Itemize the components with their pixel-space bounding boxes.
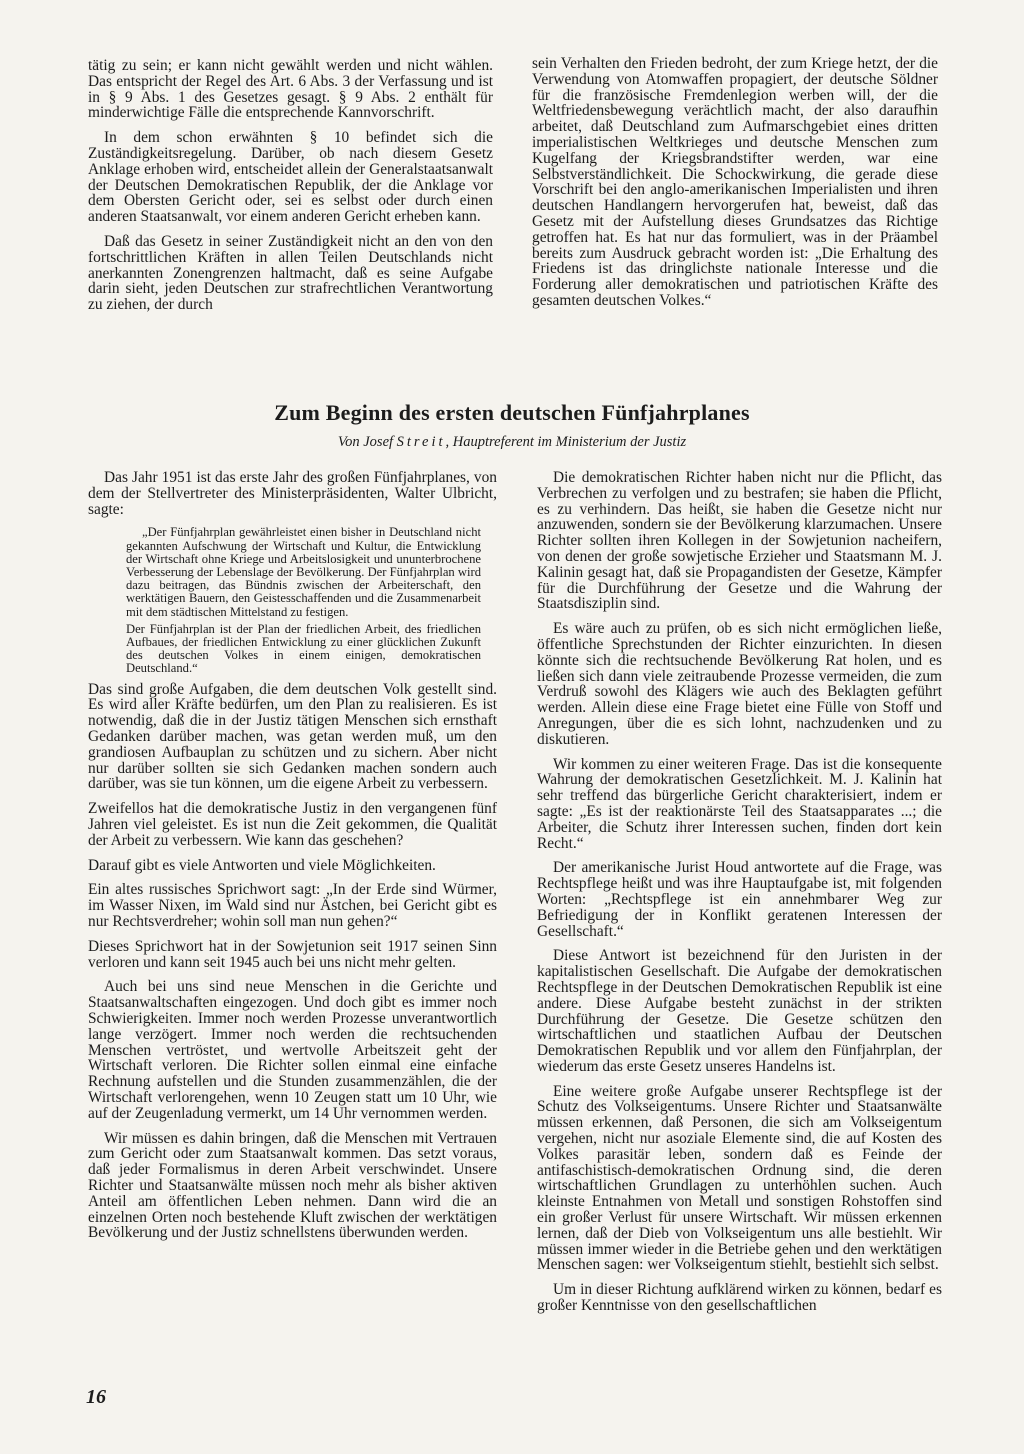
- byline-suffix: , Hauptreferent im Ministerium der Justiz: [445, 434, 687, 450]
- paragraph: Eine weitere große Aufgabe unserer Rechtspflege ist der Schutz des Volkseigentums. Unsere Richter und Staatsanwälte müssen erkennen, daß Personen, die sich am Volkseigentum vergehen, nicht nur asoziale Elemente sind, die auf Kosten des Volkes parasitär leben, sondern daß es Feinde der antifaschistisch-demokratischen Ordnung sind, die deren wirtschaftlichen Grundlagen zu unterhöhlen suchen. Auch kleinste Entnahmen von Metall und sonstigen Rohstoffen sind ein großer Verlust für unsere Wirtschaft. Wir müssen erkennen lernen, daß der Dieb von Volkseigentum uns alle bestiehlt. Wir müssen immer wieder in die Betriebe gehen und den werktätigen Menschen sagen: wer Volkseigentum stiehlt, bestiehlt sich selbst.: [537, 1082, 942, 1274]
- paragraph: Dieses Sprichwort hat in der Sowjetunion seit 1917 seinen Sinn verloren und kann seit 1945 auch bei uns nicht mehr gelten.: [88, 937, 497, 971]
- top-right-column: [532, 56, 938, 318]
- article-left-column: [88, 470, 497, 1250]
- paragraph: Auch bei uns sind neue Menschen in die Gerichte und Staatsanwaltschaften eingezogen. Und doch gibt es immer noch Schwierigkeiten. Immer noch werden Prozesse unverantwortlich lange verzögert. Immer noch werden die rechtsuchenden Menschen vertröstet, und wertvolle Arbeitszeit geht der Wirtschaft verloren. Die Richter sollen einmal eine einfache Rechnung aufstellen und die Stunden zusammenzählen, die der Wirtschaft verlorengehen, wenn 10 Zeugen statt um 10 Uhr, wie auf der Zeugenladung vermerkt, um 14 Uhr vernommen werden.: [88, 978, 497, 1122]
- article-title: Zum Beginn des ersten deutschen Fünfjahrplanes: [274, 400, 750, 425]
- block-quote: [88, 526, 497, 675]
- paragraph: Ein altes russisches Sprichwort sagt: „In der Erde sind Würmer, im Wasser Nixen, im Wald sind nur Ästchen, bei Gericht gibt es nur Rechtsverdreher; wohin soll man nun gehen?“: [88, 881, 497, 930]
- byline-prefix: Von Josef: [337, 434, 397, 450]
- top-left-column: [88, 58, 493, 322]
- paragraph: sein Verhalten den Frieden bedroht, der zum Kriege hetzt, der die Verwendung von Atomwaffen propagiert, der deutsche Söldner für die französische Fremdenlegion werben will, der die Weltfriedensbewegung verächtlich macht, der also daraufhin arbeitet, daß Deutschland zum Aufmarschgebiet eines dritten imperialistischen Weltkrieges und deutsche Menschen zum Kugelfang der Kriegsbrandstifter werden, war eine Selbstverständlichkeit. Die Schockwirkung, die gerade diese Vorschrift bei den anglo-amerikanischen Imperialisten und ihren deutschen Handlangern hervorgerufen hat, beweist, daß das Gesetz mit der Aufstellung dieses Grundsatzes das Richtige getroffen hat. Es hat nur das formuliert, was in der Präambel bereits zum Ausdruck gebracht worden ist: „Die Erhaltung des Friedens ist das dringlichste nationale Interesse und die Forderung aller demokratischen und patriotischen Kräfte des gesamten deutschen Volkes.“: [532, 55, 938, 309]
- article-byline: [0, 434, 1024, 451]
- paragraph: In dem schon erwähnten § 10 befindet sich die Zuständigkeitsregelung. Darüber, ob nach diesem Gesetz Anklage erhoben wird, entscheidet allein der Generalstaatsanwalt der Deutschen Demokratischen Republik, der die Anklage vor dem Obersten Gericht oder, sei es selbst oder durch einen anderen Staatsanwalt, vor einem anderen Gericht erheben kann.: [88, 129, 493, 226]
- quote-paragraph: Der Fünfjahrplan ist der Plan der friedlichen Arbeit, des friedlichen Aufbaues, der friedlichen Entwicklung zu einer glücklichen Zukunft des deutschen Volkes in einem einigen, demokratischen Deutschland.“: [126, 621, 481, 676]
- paragraph: Darauf gibt es viele Antworten und viele Möglichkeiten.: [88, 856, 436, 874]
- byline-author-name: Streit: [396, 434, 446, 450]
- paragraph: Diese Antwort ist bezeichnend für den Juristen in der kapitalistischen Gesellschaft. Die Aufgabe der demokratischen Rechtspflege in der Deutschen Demokratischen Republik ist eine andere. Diese Aufgabe besteht zunächst in der strikten Durchführung der Gesetze. Die Gesetze schützen den wirtschaftlichen und staatlichen Aufbau der Deutschen Demokratischen Republik und vor allem den Fünfjahrplan, der wiederum das erste Gesetz unseres Handelns ist.: [537, 947, 942, 1075]
- paragraph: Wir kommen zu einer weiteren Frage. Das ist die konsequente Wahrung der demokratischen Gesetzlichkeit. M. J. Kalinin hat sehr treffend das bürgerliche Gericht charakterisiert, indem er sagte: „Es ist der reaktionärste Teil des Staatsapparates ...; die Arbeiter, die Schutz ihrer Interessen suchen, finden dort kein Recht.“: [537, 755, 942, 852]
- article-right-column: [537, 470, 942, 1323]
- paragraph: Das sind große Aufgaben, die dem deutschen Volk gestellt sind. Es wird aller Kräfte bedürfen, um den Plan zu realisieren. Es ist notwendig, daß die in der Justiz tätigen Menschen sich ernsthaft Gedanken darüber machen, was getan werden muß, um den grandiosen Aufbauplan zu schützen und zu sichern. Aber nicht nur darüber sollten sie sich Gedanken machen sondern auch darüber, was sie tun können, um die eigene Arbeit zu verbessern.: [88, 680, 497, 793]
- quote-paragraph: „Der Fünfjahrplan gewährleistet einen bisher in Deutschland nicht gekannten Aufschwung der Wirtschaft und Kultur, die Entwicklung der Wirtschaft ohne Kriege und Arbeitslosigkeit und ununterbrochene Verbesserung der Lebenslage der Bevölkerung. Der Fünfjahrplan wird dazu beitragen, das Bündnis zwischen der Arbeiterschaft, den werktätigen Bauern, den Geistesschaffenden und die Zusammenarbeit mit dem städtischen Mittelstand zu festigen.: [126, 525, 481, 619]
- paragraph: Der amerikanische Jurist Houd antwortete auf die Frage, was Rechtspflege heißt und was ihre Hauptaufgabe ist, mit folgenden Worten: „Rechtspflege ist ein annehmbarer Weg zur Befriedigung der in Konflikt geratenen Interessen der Gesellschaft.“: [537, 859, 942, 940]
- page-number: 16: [86, 1386, 106, 1408]
- paragraph: Es wäre auch zu prüfen, ob es sich nicht ermöglichen ließe, öffentliche Sprechstunden der Richter einzurichten. In diesen könnte sich die rechtsuchende Bevölkerung Rat holen, und es ließen sich dann viele zeitraubende Prozesse vermeiden, die zum Verdruß sowohl des Klägers wie auch des Beklagten geführt werden. Allein diese eine Frage bietet eine Fülle von Stoff und Anregungen, über die es sich lohnt, nachzudenken und zu diskutieren.: [537, 620, 942, 748]
- paragraph: Das Jahr 1951 ist das erste Jahr des großen Fünfjahrplanes, von dem der Stellvertreter des Ministerpräsidenten, Walter Ulbricht, sagte:: [88, 469, 497, 518]
- paragraph: Die demokratischen Richter haben nicht nur die Pflicht, das Verbrechen zu verfolgen und zu bestrafen; sie haben die Pflicht, es zu verhindern. Das heißt, sie haben die Gesetze nicht nur anzuwenden, sondern sie der Bevölkerung klarzumachen. Unsere Richter sollten ihren Kollegen in der Sowjetunion nacheifern, von denen der große sowjetische Erzieher und Staatsmann M. J. Kalinin gesagt hat, daß sie Propagandisten der Gesetze, Kämpfer für die Durchführung der Gesetze und die Wahrung der Staatsdisziplin sind.: [537, 469, 942, 613]
- paragraph: Zweifellos hat die demokratische Justiz in den vergangenen fünf Jahren viel geleistet. Es ist nun die Zeit gekommen, die Qualität der Arbeit zu verbessern. Wie kann das geschehen?: [88, 800, 497, 849]
- paragraph: Um in dieser Richtung aufklärend wirken zu können, bedarf es großer Kenntnisse von den gesellschaftlichen: [537, 1281, 942, 1315]
- paragraph: Daß das Gesetz in seiner Zuständigkeit nicht an den von den fortschrittlichen Kräften in allen Teilen Deutschlands nicht anerkannten Zonengrenzen haltmacht, daß es seine Aufgabe darin sieht, jeden Deutschen zur strafrechtlichen Verantwortung zu ziehen, der durch: [88, 232, 493, 314]
- paragraph: tätig zu sein; er kann nicht gewählt werden und nicht wählen. Das entspricht der Regel des Art. 6 Abs. 3 der Verfassung und ist in § 9 Abs. 1 des Gesetzes gesagt. § 9 Abs. 2 enthält für minderwichtige Fälle die entsprechende Kannvorschrift.: [88, 57, 493, 122]
- paragraph: Wir müssen es dahin bringen, daß die Menschen mit Vertrauen zum Gericht oder zum Staatsanwalt kommen. Das setzt voraus, daß jeder Formalismus in deren Arbeit verschwindet. Unsere Richter und Staatsanwälte müssen noch mehr als bisher aktiven Anteil am öffentlichen Leben nehmen. Dann wird die an einzelnen Orten noch bestehende Kluft zwischen der werktätigen Bevölkerung und der Justiz schnellstens überwunden werden.: [88, 1129, 497, 1242]
